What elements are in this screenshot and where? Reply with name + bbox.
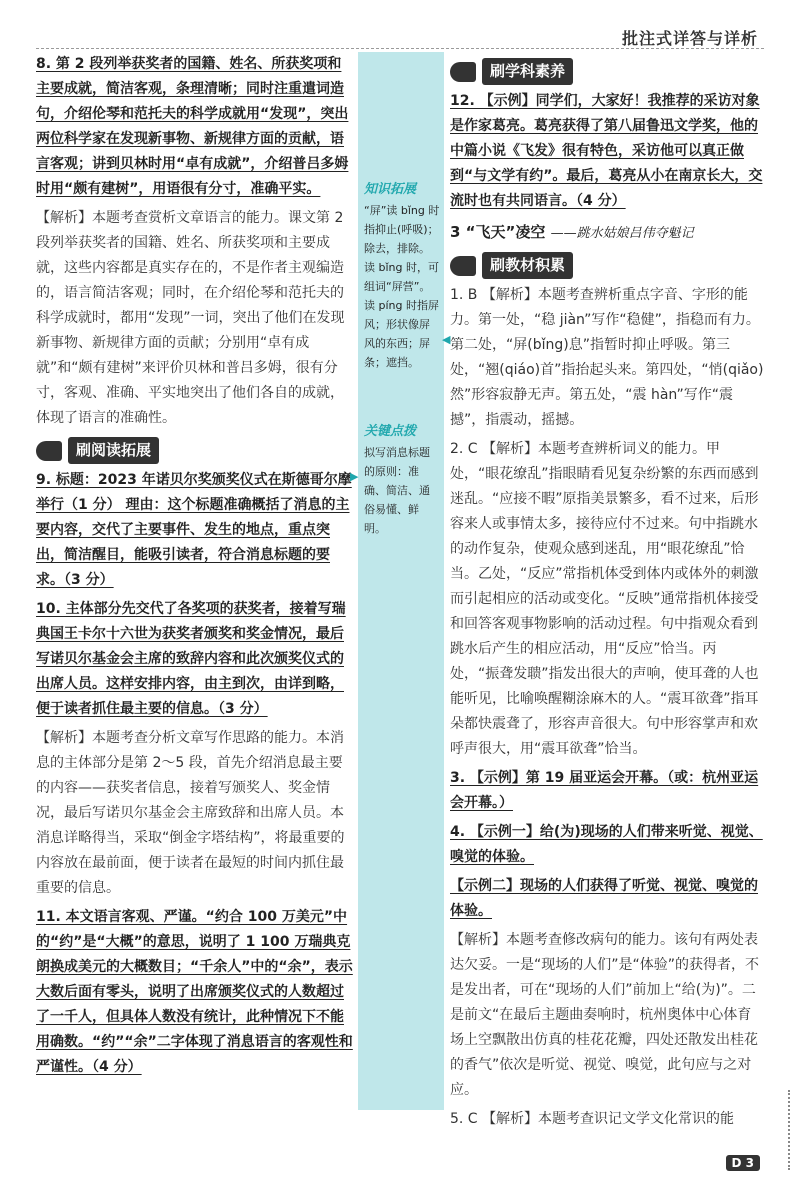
a4-analysis: 【解析】本题考查修改病句的能力。该句有两处表达欠妥。一是“现场的人们”是“体验”的获得者，不是发出者，可在“现场的人们”前加上“给(为)”。二是前文“在最后主题曲奏响时，杭州奥体中心体育场上空飘散出仿真的桂花花瓣，四处还散发出桂花的香气”依次是听觉、视觉、嗅觉，此句应与之对应。 bbox=[450, 932, 760, 1098]
key-tip-title: 关键点拨 bbox=[364, 424, 417, 439]
q8-analysis: 【解析】本题考查赏析文章语言的能力。课文第 2 段列举获奖者的国籍、姓名、所获奖项和主要成就，这些内容都是真实存在的，不是作者主观编造的，语言简洁客观；同时，在介绍伦琴和范托夫的科学成就时，都用“发现”一词，突出了他们在发现新事物、新规律方面的贡献；分别用“卓有成就”和“颇有建树”来评价贝林和普吕多姆，很有分寸，客观、准确、平实地突出了他们各自的成就，体现了语言的准确性。 bbox=[36, 210, 345, 426]
knowledge-text: “屏”读 bǐng 时指抑止(呼吸)；除去，排除。读 bǐng 时，可组词“屏营”。读 píng 时指屏风；形状像屏风的东西；屏条；遮挡。 bbox=[364, 204, 440, 369]
q9-answer: 9. 标题：2023 年诺贝尔奖颁奖仪式在斯德哥尔摩举行（1 分） 理由：这个标题准确概括了消息的主要内容，交代了主要事件、发生的地点，重点突出，简洁醒目，能吸引读者，符合消息标题的要求。（3 分） bbox=[36, 472, 352, 588]
q12-answer: 12. 【示例】同学们，大家好！我推荐的采访对象是作家葛亮。葛亮获得了第八届鲁迅文学奖，他的中篇小说《飞发》很有特色，采访他可以真正做到“与文学有约”。最后，葛亮从小在南京长大，交流时也有共同语言。（4 分） bbox=[450, 93, 763, 209]
page-header-title: 批注式详答与详析 bbox=[621, 29, 758, 48]
page-edge-dots bbox=[768, 1090, 790, 1170]
a4-example2: 【示例二】现场的人们获得了听觉、视觉、嗅觉的体验。 bbox=[450, 878, 758, 919]
book-icon bbox=[450, 256, 476, 276]
lesson-heading bbox=[450, 220, 764, 246]
knowledge-title: 知识拓展 bbox=[364, 182, 417, 197]
pointer-left-icon: ▶ bbox=[350, 470, 359, 483]
q8-answer: 8. 第 2 段列举获奖者的国籍、姓名、所获奖项和主要成就，简洁客观，条理清晰；同时注重遣词造句，介绍伦琴和范托夫的科学成就用“发现”，突出两位科学家在发现新事物、新规律方面的贡献，语言客观；讲到贝林时用“卓有成就”，介绍普吕多姆时用“颇有建树”，用语很有分寸，准确平实。 bbox=[36, 56, 349, 197]
pointer-right-icon: ◀ bbox=[442, 333, 451, 346]
q10-analysis: 【解析】本题考查分析文章写作思路的能力。本消息的主体部分是第 2～5 段，首先介绍消息最主要的内容——获奖者信息，接着写颁奖人、奖金情况，最后写诺贝尔基金会主席致辞和出席人员。本消息详略得当，采取“倒金字塔结构”，将最重要的内容放在最前面，便于读者在最短的时间内抓住最重要的信息。 bbox=[36, 730, 345, 896]
right-column bbox=[450, 52, 764, 1136]
section-textbook-label: 刷教材积累 bbox=[482, 252, 573, 279]
a3-answer: 3. 【示例】第 19 届亚运会开幕。（或：杭州亚运会开幕。） bbox=[450, 770, 759, 811]
sidebar-notes bbox=[358, 52, 444, 1110]
section-literacy-label: 刷学科素养 bbox=[482, 58, 573, 85]
page-number: D 3 bbox=[726, 1155, 761, 1171]
lesson-title: 3 “飞天”凌空 bbox=[450, 223, 546, 241]
book-icon bbox=[36, 441, 62, 461]
a2-answer: 2. C 【解析】本题考查辨析词义的能力。甲处，“眼花缭乱”指眼睛看见复杂纷繁的东西而感到迷乱。“应接不暇”原指美景繁多，看不过来，后形容来人或事情太多，接待应付不过来。句中指跳水的动作复杂，使观众感到迷乱，用“眼花缭乱”恰当。乙处，“反应”常指机体受到体内或体外的刺激而引起相应的活动或变化。“反映”通常指机体接受和回答客观事物影响的活动过程。句中指观众看到跳水后产生的相应活动，用“反应”恰当。丙处，“振聋发聩”指发出很大的声响，使耳聋的人也能听见，比喻唤醒糊涂麻木的人。“震耳欲聋”指耳朵都快震聋了，形容声音很大。句中形容掌声和欢呼声很大，用“震耳欲聋”恰当。 bbox=[450, 441, 759, 757]
header-divider bbox=[36, 48, 764, 49]
q10-answer: 10. 主体部分先交代了各奖项的获奖者，接着写瑞典国王卡尔十六世为获奖者颁奖和奖金情况，最后写诺贝尔基金会主席的致辞内容和此次颁奖仪式的出席人员。这样安排内容，由主到次，由详到略，便于读者抓住最主要的信息。（3 分） bbox=[36, 601, 346, 717]
q11-answer: 11. 本文语言客观、严谨。“约合 100 万美元”中的“约”是“大概”的意思，说明了 1 100 万瑞典克朗换成美元的大概数目；“千余人”中的“余”，表示大数后面有零头，说明了出席颁奖仪式的人数超过了一千人，但具体人数没有统计，此种情况下不能用确数。“约”“余”二字体现了消息语言的客观性和严谨性。（4 分） bbox=[36, 909, 353, 1075]
a5-answer: 5. C 【解析】本题考查识记文学文化常识的能 bbox=[450, 1111, 735, 1127]
a1-answer: 1. B 【解析】本题考查辨析重点字音、字形的能力。第一处，“稳 jiàn”写作“稳健”，指稳而有力。第二处，“屏(bǐng)息”指暂时抑止呼吸。第三处，“翘(qiáo)首”指抬起头来。第四处，“悄(qiǎo)然”形容寂静无声。第五处，“震 hàn”写作“震撼”，指震动，摇撼。 bbox=[450, 287, 764, 428]
section-literacy bbox=[450, 58, 764, 85]
lesson-subtitle: ——跳水姑娘吕伟夺魁记 bbox=[550, 226, 694, 241]
section-reading-label: 刷阅读拓展 bbox=[68, 437, 159, 464]
section-textbook bbox=[450, 252, 764, 279]
key-tip-text: 拟写消息标题的原则：准确、简洁、通俗易懂、鲜明。 bbox=[364, 446, 430, 535]
a4-example1: 4. 【示例一】给(为)现场的人们带来听觉、视觉、嗅觉的体验。 bbox=[450, 824, 763, 865]
section-reading bbox=[36, 437, 354, 464]
book-icon bbox=[450, 62, 476, 82]
left-column bbox=[36, 52, 354, 1084]
